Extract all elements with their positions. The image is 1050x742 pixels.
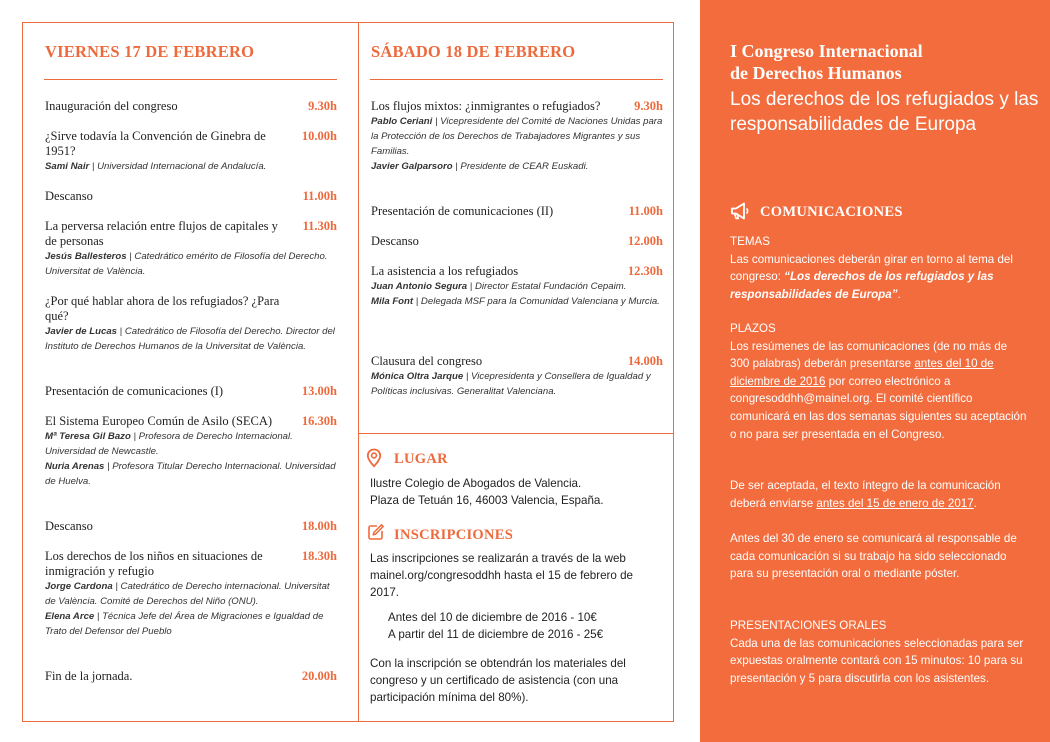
schedule-item-head xyxy=(45,519,337,534)
plazos-block xyxy=(730,320,1028,443)
plazos-text-b: por correo electrónico a congresoddhh@mainel.org. El comité científico comunicará en las dos semanas siguientes su aceptación o no para ser presentada en el Congreso. xyxy=(730,374,1027,441)
schedule-item-head xyxy=(45,549,337,579)
speaker xyxy=(371,159,663,174)
congress-title xyxy=(730,40,923,84)
session-time: 11.30h xyxy=(302,219,337,233)
inscripciones-intro: Las inscripciones se realizarán a través de la web mainel.org/congresoddhh hasta el 15 de febrero de 2017. xyxy=(370,552,633,599)
speaker xyxy=(371,279,663,294)
speaker-name: Mónica Oltra Jarque xyxy=(371,371,464,382)
session-time: 9.30h xyxy=(634,99,663,113)
speaker-role: | Profesora de Derecho Internacional. Universidad de Newcastle. xyxy=(45,431,293,457)
schedule-item xyxy=(45,519,337,534)
session-title: ¿Sirve todavía la Convención de Ginebra de 1951? xyxy=(45,129,266,158)
speaker-role: | Presidente de CEAR Euskadi. xyxy=(452,161,589,172)
speaker-role: | Técnica Jefe del Área de Migraciones e Igualdad de Trato del Defensor del Pueblo xyxy=(45,611,324,637)
saturday-column xyxy=(371,40,663,76)
price-late: A partir del 11 de diciembre de 2016 - 25€ xyxy=(388,628,604,641)
session-title: Los flujos mixtos: ¿inmigrantes o refugiados? xyxy=(371,99,601,113)
comunicaciones-title: COMUNICACIONES xyxy=(760,204,903,220)
speaker-role: | Vicepresidenta y Consellera de Igualdad y Políticas inclusivas. Generalitat Valenciana. xyxy=(371,371,651,397)
plazos-text-a: Los resúmenes de las comunicaciones (de no más de 300 palabras) deberán presentarse xyxy=(730,339,1008,371)
speaker-role: | Catedrático de Derecho internacional. Universitat de València. Comité de Derechos del Niño (ONU). xyxy=(45,581,330,607)
lugar-address xyxy=(370,475,670,509)
friday-column xyxy=(45,40,337,76)
plazos-deadline: antes del 10 de diciembre de 2016 xyxy=(730,357,994,388)
enero-block: Antes del 30 de enero se comunicará al responsable de cada comunicación si su trabajo ha sido seleccionado para su presentación oral o mediante póster. xyxy=(730,532,1017,581)
session-title: Descanso xyxy=(45,519,93,533)
schedule-item xyxy=(45,384,337,399)
schedule-item-head xyxy=(371,99,663,114)
congress-title-line1: I Congreso Internacional xyxy=(730,41,923,61)
schedule-item xyxy=(45,549,337,639)
speaker xyxy=(45,459,337,489)
speaker-name: Pablo Ceriani xyxy=(371,116,433,127)
session-title: Inauguración del congreso xyxy=(45,99,178,113)
speaker xyxy=(371,294,663,309)
speaker xyxy=(45,609,337,639)
session-title: Los derechos de los niños en situaciones de inmigración y refugio xyxy=(45,549,263,578)
edit-icon xyxy=(367,523,385,541)
session-title: Presentación de comunicaciones (I) xyxy=(45,384,224,398)
session-title: Clausura del congreso xyxy=(371,354,483,368)
session-title: El Sistema Europeo Común de Asilo (SECA) xyxy=(45,414,273,428)
session-time: 11.00h xyxy=(628,204,663,218)
schedule-item-head xyxy=(45,669,337,684)
session-title: Fin de la jornada. xyxy=(45,669,133,683)
schedule-item xyxy=(371,99,663,174)
location-pin-icon xyxy=(366,448,382,468)
speaker-name: Javier Galparsoro xyxy=(371,161,453,172)
schedule-item xyxy=(45,99,337,114)
schedule-item-head xyxy=(45,384,337,399)
schedule-item-head xyxy=(371,204,663,219)
schedule-item xyxy=(45,189,337,204)
speaker-role: | Catedrático emérito de Filosofía del Derecho. Universitat de València. xyxy=(45,251,328,277)
lugar-line1: Ilustre Colegio de Abogados de Valencia. xyxy=(370,477,582,490)
speaker-name: Nuria Arenas xyxy=(45,461,105,472)
temas-quote: “Los derechos de los refugiados y las responsabilidades de Europa” xyxy=(730,270,994,301)
congress-subtitle: Los derechos de los refugiados y las responsabilidades de Europa xyxy=(730,89,1039,135)
speaker-name: Javier de Lucas xyxy=(45,326,117,337)
speaker xyxy=(45,579,337,609)
lugar-line2: Plaza de Tetuán 16, 46003 Valencia, España. xyxy=(370,494,604,507)
schedule-item-head xyxy=(45,129,337,159)
session-time: 9.30h xyxy=(308,99,337,113)
schedule-item-head xyxy=(371,264,663,279)
schedule-item xyxy=(371,204,663,219)
schedule-item-head xyxy=(45,189,337,204)
schedule-item xyxy=(371,264,663,309)
lugar-title: LUGAR xyxy=(394,451,448,467)
session-title: ¿Por qué hablar ahora de los refugiados? ¿Para qué? xyxy=(45,294,280,323)
aceptacion-text-b: . xyxy=(973,496,977,510)
speaker-name: Mila Font xyxy=(371,296,414,307)
schedule-item-head xyxy=(371,354,663,369)
speaker-name: Juan Antonio Segura xyxy=(371,281,468,292)
session-time: 16.30h xyxy=(301,414,337,428)
speaker xyxy=(45,324,337,354)
schedule-item-head xyxy=(45,294,337,324)
speaker-name: Mª Teresa Gil Bazo xyxy=(45,431,131,442)
comunicaciones-panel xyxy=(700,0,1050,742)
schedule-item xyxy=(371,354,663,399)
speaker xyxy=(371,114,663,159)
schedule-item xyxy=(45,129,337,174)
schedule-item xyxy=(45,219,337,279)
schedule-item xyxy=(371,234,663,249)
price-early: Antes del 10 de diciembre de 2016 - 10€ xyxy=(388,611,597,624)
schedule-item xyxy=(45,669,337,684)
orales-text: Cada una de las comunicaciones seleccionadas para ser expuestas oralmente contará con 15 minutos: 10 para su presentación y 5 para discutirla con los asistentes. xyxy=(730,636,1024,685)
congress-title-line2: de Derechos Humanos xyxy=(730,63,902,83)
friday-title: VIERNES 17 DE FEBRERO xyxy=(45,42,255,61)
schedule-item xyxy=(45,414,337,489)
inscripciones-title: INSCRIPCIONES xyxy=(394,527,514,543)
session-time: 12.00h xyxy=(627,234,663,248)
session-time: 18.30h xyxy=(301,549,337,563)
speaker-name: Jesús Ballesteros xyxy=(45,251,127,262)
schedule-item xyxy=(45,294,337,354)
column-divider xyxy=(358,22,359,722)
schedule-item-head xyxy=(45,219,337,249)
session-time: 18.00h xyxy=(301,519,337,533)
plazos-label: PLAZOS xyxy=(730,322,776,335)
session-time: 12.30h xyxy=(627,264,663,278)
session-time: 13.00h xyxy=(301,384,337,398)
session-time: 14.00h xyxy=(627,354,663,368)
temas-label: TEMAS xyxy=(730,235,770,248)
schedule-item-head xyxy=(371,234,663,249)
session-time: 11.00h xyxy=(302,189,337,203)
speaker xyxy=(45,249,337,279)
speaker-name: Sami Nair xyxy=(45,161,90,172)
temas-text: Las comunicaciones deberán girar en torno al tema del congreso: xyxy=(730,252,1013,284)
session-title: Descanso xyxy=(45,189,93,203)
session-title: Descanso xyxy=(371,234,419,248)
inscripciones-outro: Con la inscripción se obtendrán los materiales del congreso y un certificado de asistencia (con una participación mínima del 80%). xyxy=(370,657,626,704)
speaker-role: | Universidad Internacional de Andalucía. xyxy=(89,161,267,172)
session-time: 20.00h xyxy=(301,669,337,683)
orales-block xyxy=(730,617,1028,687)
lugar-rule xyxy=(358,433,674,434)
orales-label: PRESENTACIONES ORALES xyxy=(730,619,887,632)
session-title: Presentación de comunicaciones (II) xyxy=(371,204,554,218)
speaker-role: | Profesora Titular Derecho Internacional. Universidad de Huelva. xyxy=(45,461,336,487)
speaker xyxy=(45,159,337,174)
session-title: La asistencia a los refugiados xyxy=(371,264,519,278)
speaker-role: | Delegada MSF para la Comunidad Valenciana y Murcia. xyxy=(413,296,660,307)
saturday-rule xyxy=(370,79,663,80)
schedule-item-head xyxy=(45,414,337,429)
speaker-role: | Catedrático de Filosofía del Derecho. Director del Instituto de Derechos Humanos de la Universitat de València. xyxy=(45,326,335,352)
saturday-title: SÁBADO 18 DE FEBRERO xyxy=(371,42,576,61)
session-title: La perversa relación entre flujos de capitales y de personas xyxy=(45,219,278,248)
speaker-name: Jorge Cardona xyxy=(45,581,113,592)
inscripciones-prices xyxy=(388,609,668,643)
aceptacion-block xyxy=(730,477,1028,512)
megaphone-icon xyxy=(729,201,751,221)
session-time: 10.00h xyxy=(301,129,337,143)
speaker xyxy=(371,369,663,399)
speaker-role: | Vicepresidente del Comité de Naciones Unidas para la Protección de los Derechos de Trabajadores Migrantes y sus Familias. xyxy=(371,116,663,157)
schedule-item-head xyxy=(45,99,337,114)
speaker-role: | Director Estatal Fundación Cepaim. xyxy=(467,281,627,292)
aceptacion-text-a: De ser aceptada, el texto íntegro de la comunicación deberá enviarse xyxy=(730,479,1001,510)
friday-rule xyxy=(44,79,337,80)
temas-block xyxy=(730,233,1028,303)
speaker xyxy=(45,429,337,459)
aceptacion-deadline: antes del 15 de enero de 2017 xyxy=(816,496,974,510)
temas-end: . xyxy=(897,287,901,301)
speaker-name: Elena Arce xyxy=(45,611,95,622)
